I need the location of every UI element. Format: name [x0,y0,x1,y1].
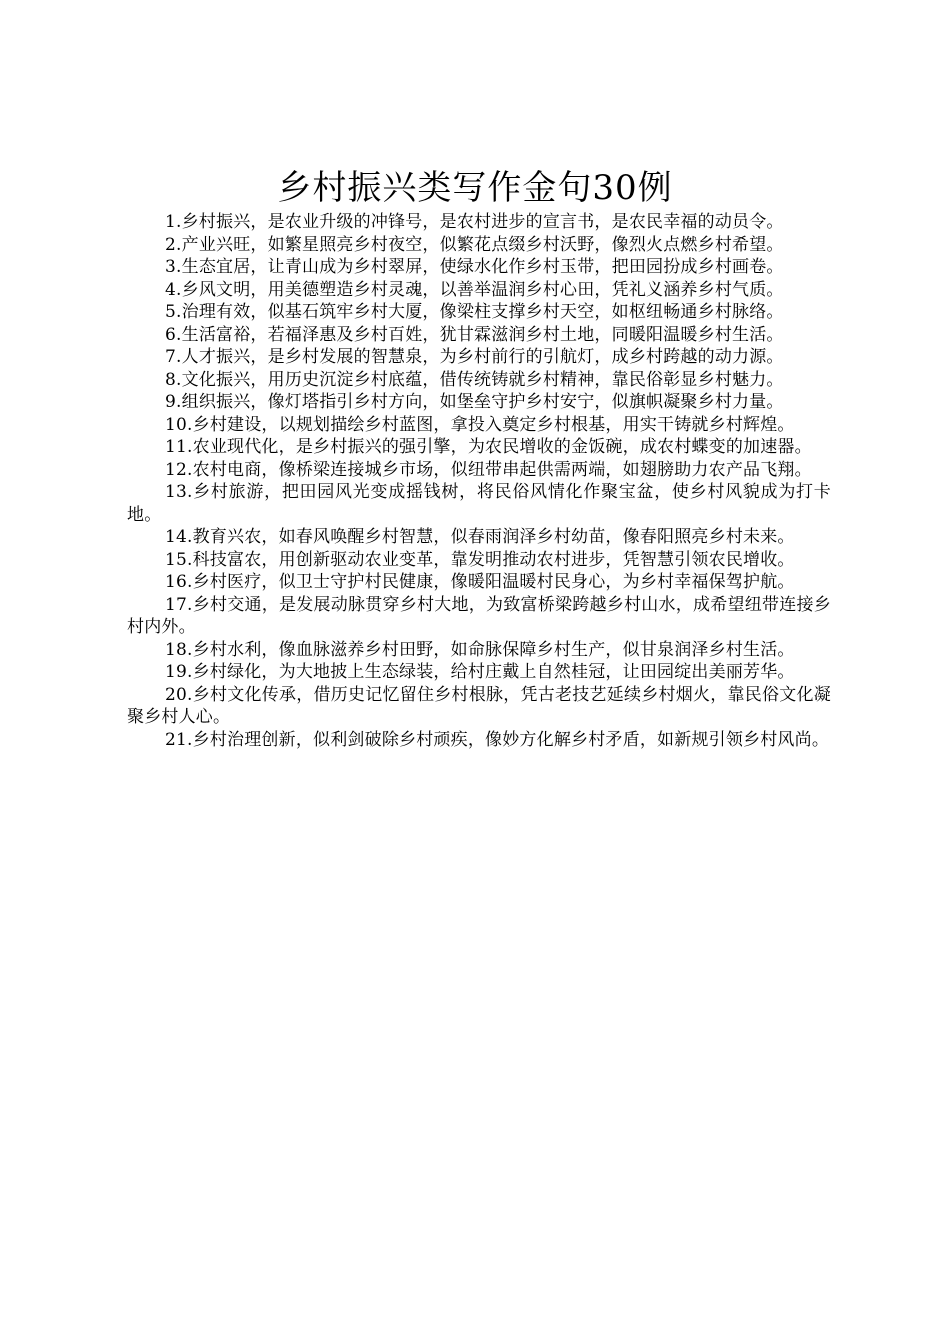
sentence-list [127,211,831,751]
list-item: 6.生活富裕，若福泽惠及乡村百姓，犹甘霖滋润乡村土地，同暖阳温暖乡村生活。 [165,324,784,345]
list-item: 7.人才振兴，是乡村发展的智慧泉，为乡村前行的引航灯，成乡村跨越的动力源。 [165,347,784,367]
list-item: 21.乡村治理创新，似利剑破除乡村顽疾，像妙方化解乡村矛盾，如新规引领乡村风尚。 [165,729,830,750]
list-item: 2.产业兴旺，如繁星照亮乡村夜空，似繁花点缀乡村沃野，像烈火点燃乡村希望。 [165,234,784,255]
list-item: 3.生态宜居，让青山成为乡村翠屏，使绿水化作乡村玉带，把田园扮成乡村画卷。 [165,257,784,277]
list-item: 4.乡风文明，用美德塑造乡村灵魂，以善举温润乡村心田，凭礼义涵养乡村气质。 [165,279,784,300]
list-item: 14.教育兴农，如春风唤醒乡村智慧，似春雨润泽乡村幼苗，像春阳照亮乡村未来。 [165,527,795,547]
page-title: 乡村振兴类写作金句30例 [277,168,673,208]
list-item: 8.文化振兴，用历史沉淀乡村底蕴，借传统铸就乡村精神，靠民俗彰显乡村魅力。 [165,369,784,390]
list-item: 16.乡村医疗，似卫士守护村民健康，像暖阳温暖村民身心，为乡村幸福保驾护航。 [165,572,795,592]
list-item: 17.乡村交通，是发展动脉贯穿乡村大地，为致富桥梁跨越乡村山水，成希望纽带连接乡村内外。 [127,594,831,637]
list-item: 13.乡村旅游，把田园风光变成摇钱树，将民俗风情化作聚宝盆，使乡村风貌成为打卡地。 [127,482,831,525]
list-item: 1.乡村振兴，是农业升级的冲锋号，是农村进步的宣言书，是农民幸福的动员令。 [165,212,784,232]
list-item: 19.乡村绿化，为大地披上生态绿装，给村庄戴上自然桂冠，让田园绽出美丽芳华。 [165,662,795,682]
list-item: 11.农业现代化，是乡村振兴的强引擎，为农民增收的金饭碗，成农村蝶变的加速器。 [165,437,812,457]
list-item: 12.农村电商，像桥梁连接城乡市场，似纽带串起供需两端，如翅膀助力农产品飞翔。 [165,459,812,480]
list-item: 5.治理有效，似基石筑牢乡村大厦，像梁柱支撑乡村天空，如枢纽畅通乡村脉络。 [165,302,784,322]
list-item: 18.乡村水利，像血脉滋养乡村田野，如命脉保障乡村生产，似甘泉润泽乡村生活。 [165,639,795,660]
list-item: 15.科技富农，用创新驱动农业变革，靠发明推动农村进步，凭智慧引领农民增收。 [165,549,795,570]
list-item: 10.乡村建设，以规划描绘乡村蓝图，拿投入奠定乡村根基，用实干铸就乡村辉煌。 [165,414,795,435]
list-item: 9.组织振兴，像灯塔指引乡村方向，如堡垒守护乡村安宁，似旗帜凝聚乡村力量。 [165,392,784,412]
list-item: 20.乡村文化传承，借历史记忆留住乡村根脉，凭古老技艺延续乡村烟火，靠民俗文化凝聚乡村人心。 [127,684,831,727]
